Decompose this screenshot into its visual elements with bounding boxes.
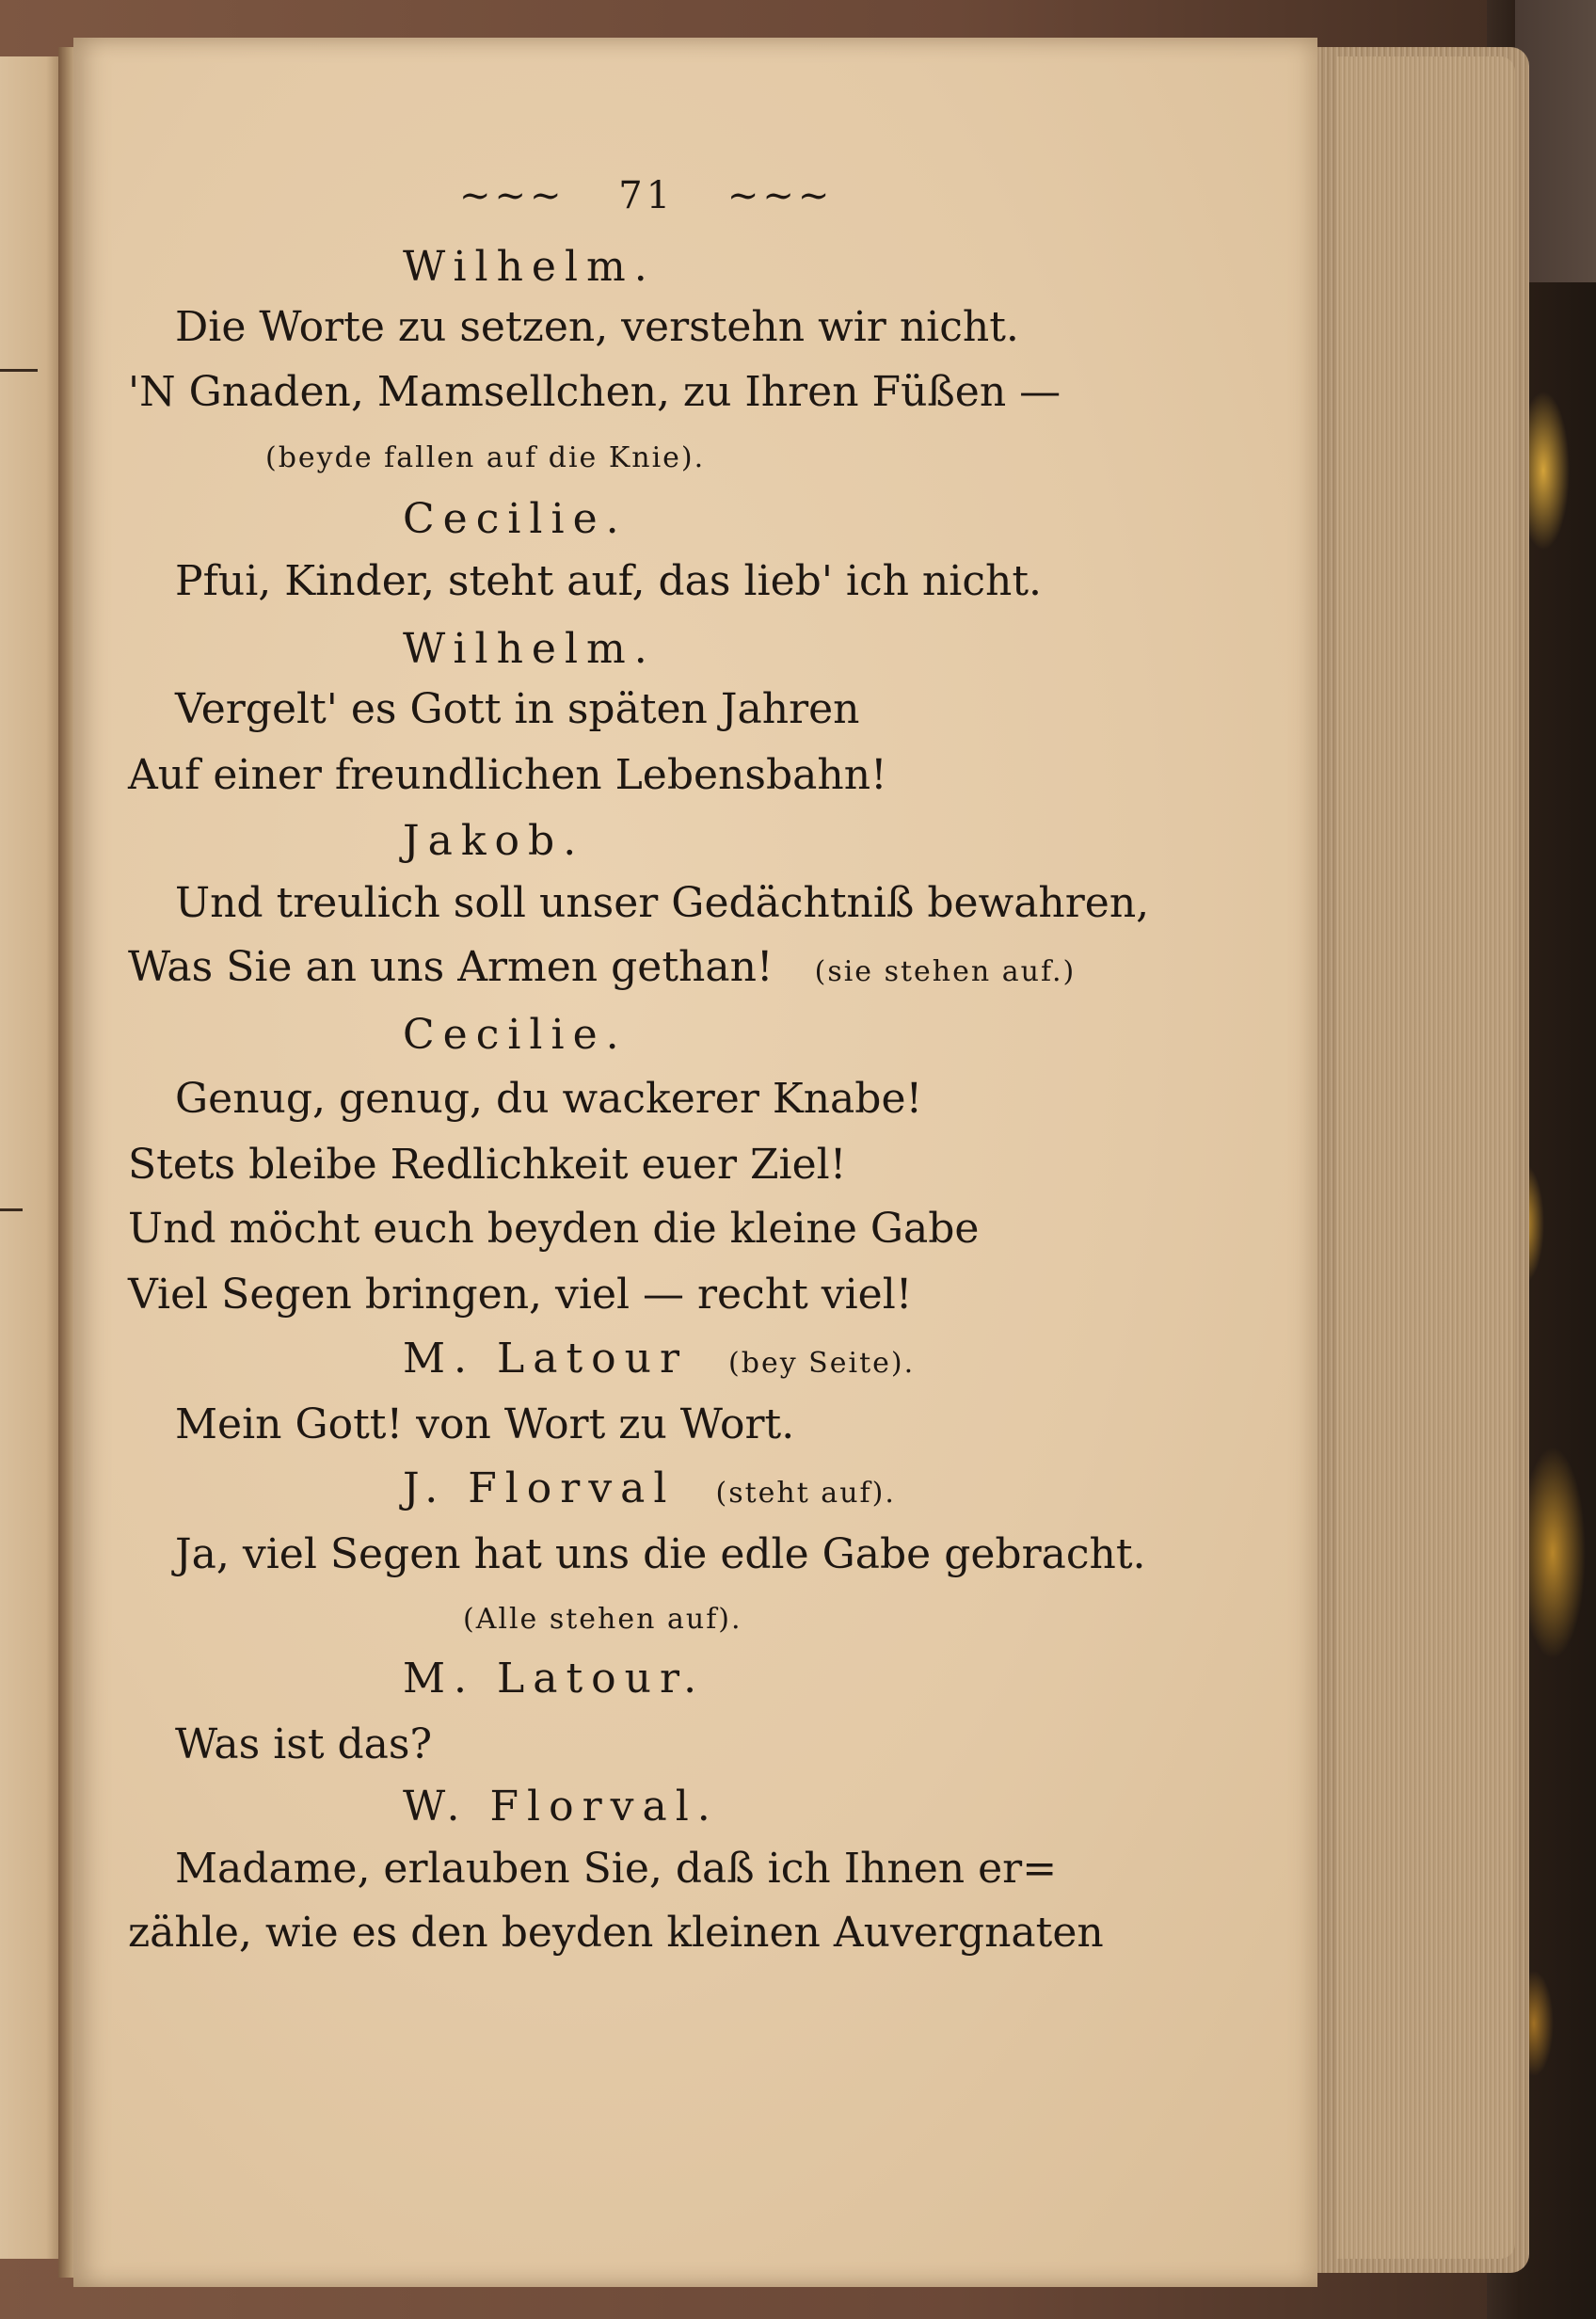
verse-line: Was ist das? xyxy=(175,1720,433,1768)
speaker-name: J. Florval xyxy=(403,1464,676,1512)
verse-line: Und möcht euch beyden die kleine Gabe xyxy=(128,1205,980,1253)
speaker-name: Wilhelm. xyxy=(403,243,656,291)
verse-line: Und treulich soll unser Gedächtniß bewahren, xyxy=(175,879,1150,927)
header-ornament-left: ~~~ xyxy=(459,174,566,217)
speaker-name: M. Latour. xyxy=(403,1655,706,1703)
book-page xyxy=(73,38,1317,2287)
header-ornament-right: ~~~ xyxy=(726,174,834,217)
verse-line: Genug, genug, du wackerer Knabe! xyxy=(175,1075,923,1123)
verse-line: Mein Gott! von Wort zu Wort. xyxy=(175,1400,795,1448)
running-header xyxy=(459,174,834,217)
verse-line: Vergelt' es Gott in späten Jahren xyxy=(175,685,860,733)
speaker-name: Cecilie. xyxy=(403,495,628,543)
page-block-edges-inner xyxy=(1336,56,1515,2259)
verse-line xyxy=(128,943,1077,991)
stage-direction: (bey Seite). xyxy=(728,1347,916,1380)
verse-line: Ja, viel Segen hat uns die edle Gabe gebracht. xyxy=(175,1530,1146,1578)
stage-direction: (beyde fallen auf die Knie). xyxy=(265,441,706,474)
facing-page-mark xyxy=(0,1208,23,1211)
verse-text: Was Sie an uns Armen gethan! xyxy=(128,943,774,991)
verse-line: Madame, erlauben Sie, daß ich Ihnen er= xyxy=(175,1845,1058,1893)
speaker-name: M. Latour xyxy=(403,1335,689,1383)
stage-direction: (steht auf). xyxy=(715,1477,896,1510)
verse-line: Stets bleibe Redlichkeit euer Ziel! xyxy=(128,1141,847,1189)
stage-direction: (sie stehen auf.) xyxy=(814,955,1077,988)
verse-line: Die Worte zu setzen, verstehn wir nicht. xyxy=(175,303,1019,351)
verse-line: Pfui, Kinder, steht auf, das lieb' ich nicht. xyxy=(175,557,1042,605)
verse-line: Viel Segen bringen, viel — recht viel! xyxy=(128,1271,913,1319)
verse-line: Auf einer freundlichen Lebensbahn! xyxy=(128,751,887,799)
stage-direction: (Alle stehen auf). xyxy=(463,1603,742,1636)
verse-line: zähle, wie es den beyden kleinen Auvergnaten xyxy=(128,1909,1104,1957)
facing-page-sliver xyxy=(0,56,66,2259)
facing-page-mark xyxy=(0,369,38,372)
speaker-line xyxy=(403,1464,896,1512)
speaker-name: Jakob. xyxy=(403,817,585,865)
verse-line: 'N Gnaden, Mamsellchen, zu Ihren Füßen — xyxy=(128,368,1061,416)
speaker-name: Cecilie. xyxy=(403,1011,628,1059)
speaker-name: W. Florval. xyxy=(403,1783,719,1831)
speaker-name: Wilhelm. xyxy=(403,625,656,673)
speaker-line xyxy=(403,1335,916,1383)
page-number: 71 xyxy=(618,174,675,217)
